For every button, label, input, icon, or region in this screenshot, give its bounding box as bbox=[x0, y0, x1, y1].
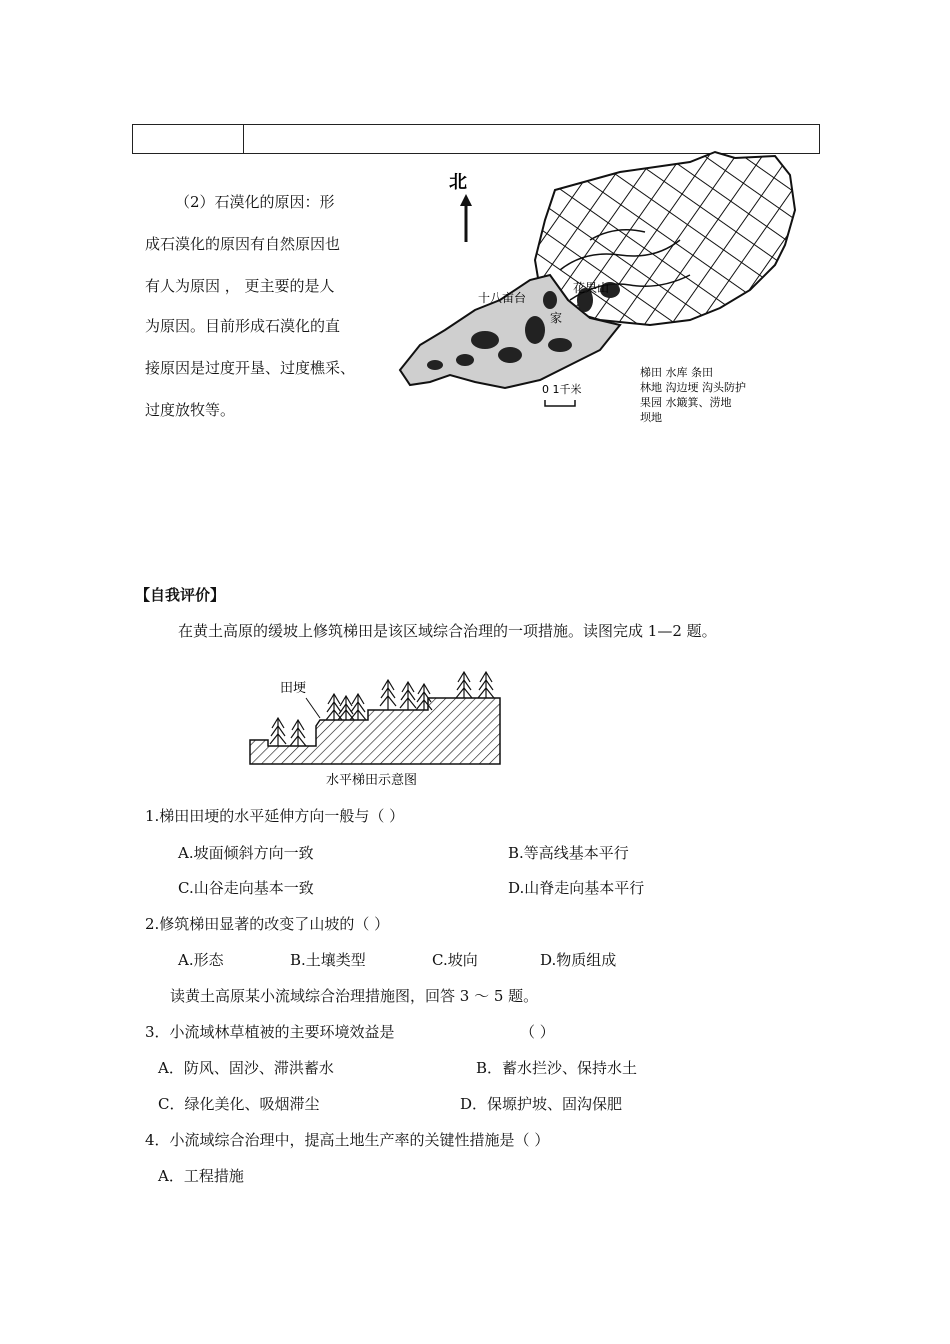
table-divider bbox=[243, 125, 244, 153]
self-eval-heading: 【自我评价】 bbox=[135, 586, 226, 604]
q4-option-a: A．工程措施 bbox=[158, 1167, 244, 1185]
section2-line-6: 过度放牧等。 bbox=[145, 401, 236, 419]
scale-label: 0 1千米 bbox=[542, 383, 582, 396]
terrace-diagram bbox=[248, 668, 518, 793]
q2-stem: 2.修筑梯田显著的改变了山坡的（ ） bbox=[145, 915, 390, 933]
terrace-caption: 水平梯田示意图 bbox=[326, 773, 418, 788]
legend-row-2: 林地 沟边埂 沟头防护 bbox=[640, 381, 746, 394]
north-label: 北 bbox=[449, 172, 467, 193]
self-eval-intro: 在黄土高原的缓坡上修筑梯田是该区域综合治理的一项措施。读图完成 1—2 题。 bbox=[178, 622, 717, 640]
section2-line-3: 有人为原因 ， 更主要的是人 bbox=[145, 277, 335, 295]
terrace-steps bbox=[250, 698, 500, 764]
q2-option-c: C.坡向 bbox=[432, 951, 478, 969]
intro2: 读黄土高原某小流域综合治理措施图，回答 3 ～ 5 题。 bbox=[170, 987, 539, 1005]
map-legend bbox=[640, 365, 746, 424]
q1-option-a: A.坡面倾斜方向一致 bbox=[178, 844, 314, 862]
terrace-region bbox=[535, 152, 795, 325]
q2-option-a: A.形态 bbox=[178, 951, 224, 969]
q2-option-b: B.土壤类型 bbox=[290, 951, 366, 969]
q4-stem: 4．小流域综合治理中，提高土地生产率的关键性措施是（ ） bbox=[145, 1131, 550, 1149]
place-label-3: 家 bbox=[550, 311, 563, 325]
legend-row-4: 坝地 bbox=[640, 411, 662, 424]
section2-line-1: （2）石漠化的原因：形 bbox=[175, 193, 335, 211]
q3-answer-paren: （ ） bbox=[520, 1023, 555, 1041]
scale-bar bbox=[545, 400, 575, 406]
q1-option-c: C.山谷走向基本一致 bbox=[178, 879, 314, 897]
legend-row-1: 梯田 水库 条田 bbox=[640, 366, 713, 379]
place-label-1: 十八亩台 bbox=[478, 291, 527, 305]
q3-option-b: B．蓄水拦沙、保持水土 bbox=[476, 1059, 638, 1077]
north-arrow-icon bbox=[460, 194, 472, 242]
legend-row-3: 果园 水簸箕、涝地 bbox=[640, 396, 732, 409]
watershed-map bbox=[390, 150, 810, 425]
section2-line-2: 成石漠化的原因有自然原因也 bbox=[145, 235, 341, 253]
q3-option-d: D．保塬护坡、固沟保肥 bbox=[460, 1095, 623, 1113]
tiangeng-pointer bbox=[306, 698, 320, 718]
section2-line-5: 接原因是过度开垦、过度樵采、 bbox=[145, 359, 356, 377]
q1-stem: 1.梯田田埂的水平延伸方向一般与（ ） bbox=[145, 807, 405, 825]
q3-option-a: A．防风、固沙、滞洪蓄水 bbox=[158, 1059, 334, 1077]
place-label-2: 花果山 bbox=[573, 281, 610, 295]
q1-option-d: D.山脊走向基本平行 bbox=[508, 879, 645, 897]
q3-option-c: C．绿化美化、吸烟滞尘 bbox=[158, 1095, 320, 1113]
section2-line-4: 为原因。目前形成石漠化的直 bbox=[145, 317, 341, 335]
tiangeng-label: 田埂 bbox=[280, 681, 307, 696]
q3-stem: 3．小流域林草植被的主要环境效益是 bbox=[145, 1023, 395, 1041]
q1-option-b: B.等高线基本平行 bbox=[508, 844, 629, 862]
q2-option-d: D.物质组成 bbox=[540, 951, 617, 969]
